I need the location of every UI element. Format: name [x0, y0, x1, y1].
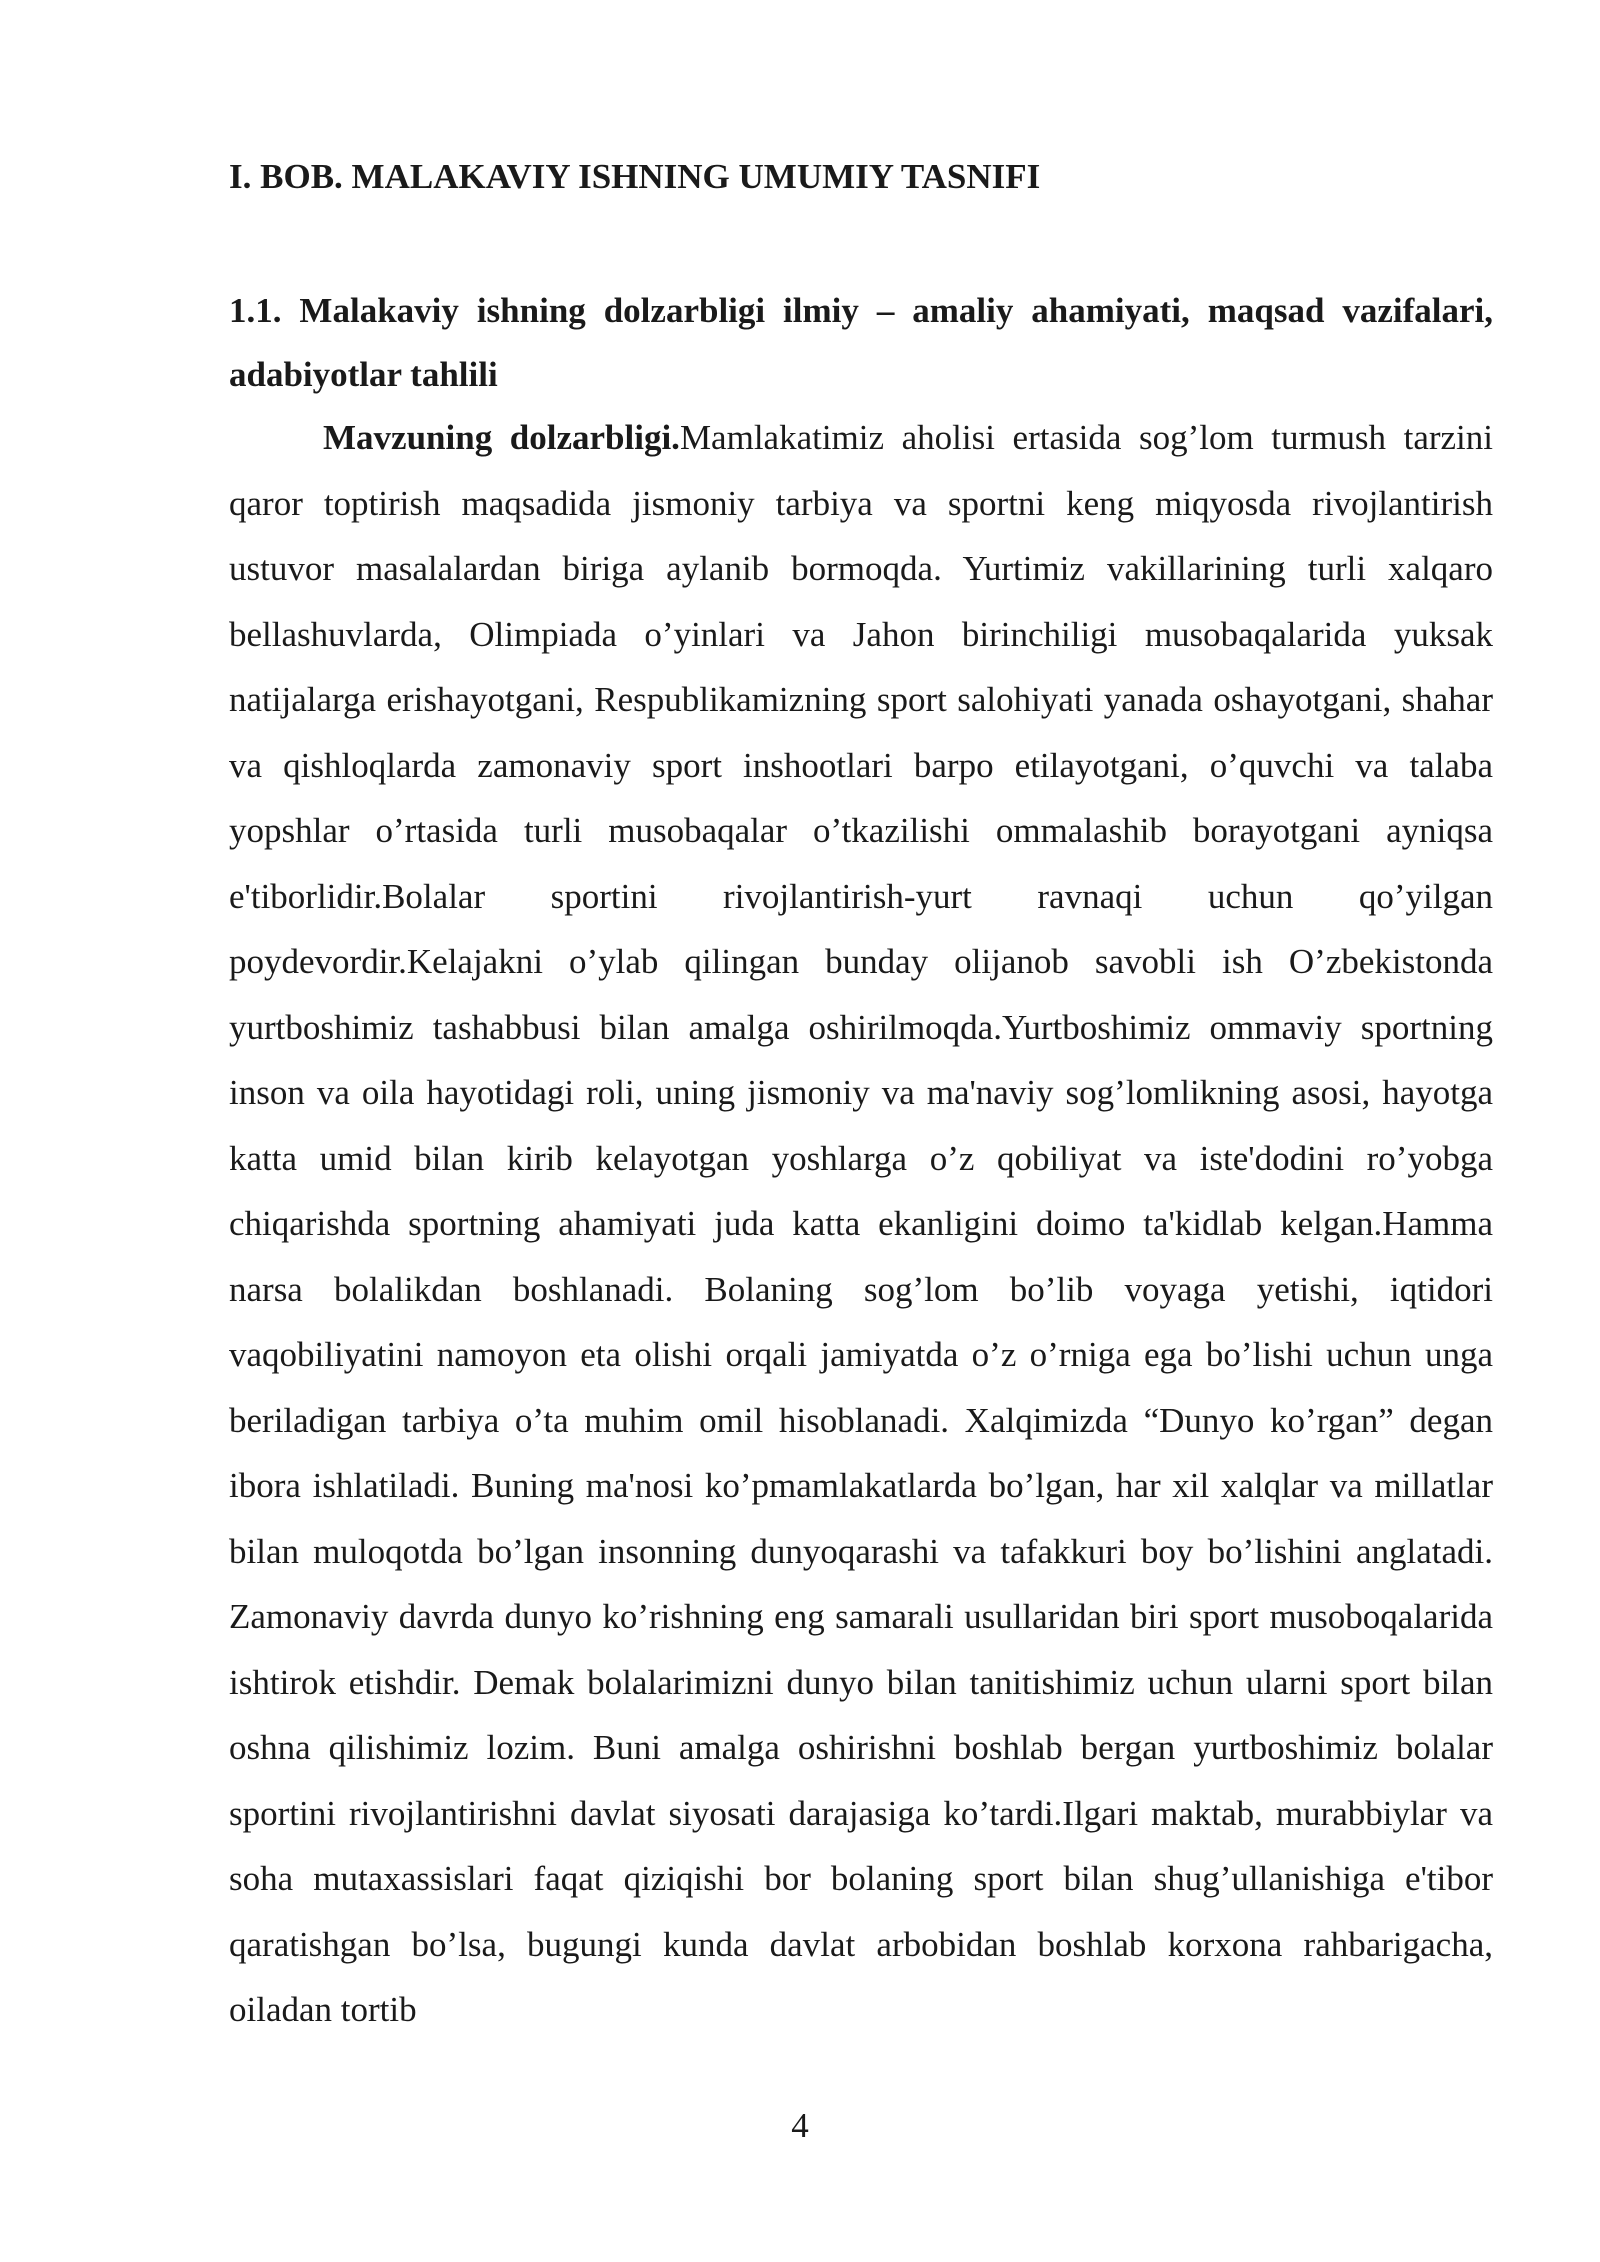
page-number: 4 — [791, 2106, 809, 2145]
chapter-title: I. BOB. MALAKAVIY ISHNING UMUMIY TASNIFI — [229, 157, 1041, 196]
body-paragraph — [229, 405, 1493, 2043]
paragraph-text: Mamlakatimiz aholisi ertasida sog’lom turmush tarzini qaror toptirish maqsadida jismoniy tarbiya va sportni keng miqyosda rivojlantirish ustuvor masalalardan biriga aylanib bormoqda. Yurtimiz vakillarining turli xalqaro bellashuvlarda, Olimpiada o’yinlari va Jahon birinchiligi musobaqalarida yuksak natijalarga erishayotgani, Respublikamizning sport salohiyati yanada oshayotgani, shahar va qishloqlarda zamonaviy sport inshootlari barpo etilayotgani, o’quvchi va talaba yopshlar o’rtasida turli musobaqalar o’tkazilishi ommalashib borayotgani ayniqsa e'tiborlidir.Bolalar sportini rivojlantirish-yurt ravnaqi uchun qo’yilgan poydevordir.Kelajakni o’ylab qilingan bunday olijanob savobli ish O’zbekistonda yurtboshimiz tashabbusi bilan amalga oshirilmoqda.Yurtboshimiz ommaviy sportning inson va oila hayotidagi roli, uning jismoniy va ma'naviy sog’lomlikning asosi, hayotga katta umid bilan kirib kelayotgan yoshlarga o’z qobiliyat va iste'dodini ro’yobga chiqarishda sportning ahamiyati juda katta ekanligini doimo ta'kidlab kelgan.Hamma narsa bolalikdan boshlanadi. Bolaning sog’lom bo’lib voyaga yetishi, iqtidori vaqobiliyatini namoyon eta olishi orqali jamiyatda o’z o’rniga ega bo’lishi uchun unga beriladigan tarbiya o’ta muhim omil hisoblanadi. Xalqimizda “Dunyo ko’rgan” degan ibora ishlatiladi. Buning ma'nosi ko’pmamlakatlarda bo’lgan, har xil xalqlar va millatlar bilan muloqotda bo’lgan insonning dunyoqarashi va tafakkuri boy bo’lishini anglatadi. Zamonaviy davrda dunyo ko’rishning eng samarali usullaridan biri sport musoboqalarida ishtirok etishdir. Demak bolalarimizni dunyo bilan tanitishimiz uchun ularni sport bilan oshna qilishimiz lozim. Buni amalga oshirishni boshlab bergan yurtboshimiz bolalar sportini rivojlantirishni davlat siyosati darajasiga ko’tardi.Ilgari maktab, murabbiylar va soha mutaxassislari faqat qiziqishi bor bolaning sport bilan shug’ullanishiga e'tibor qaratishgan bo’lsa, bugungi kunda davlat arbobidan boshlab korxona rahbarigacha, oiladan tortib — [229, 418, 1493, 2029]
paragraph-lead: Mavzuning dolzarbligi. — [323, 418, 680, 457]
section-title: 1.1. Malakaviy ishning dolzarbligi ilmiy – amaliy ahamiyati, maqsad vazifalari, adabiyotlar tahlili — [229, 291, 1493, 394]
